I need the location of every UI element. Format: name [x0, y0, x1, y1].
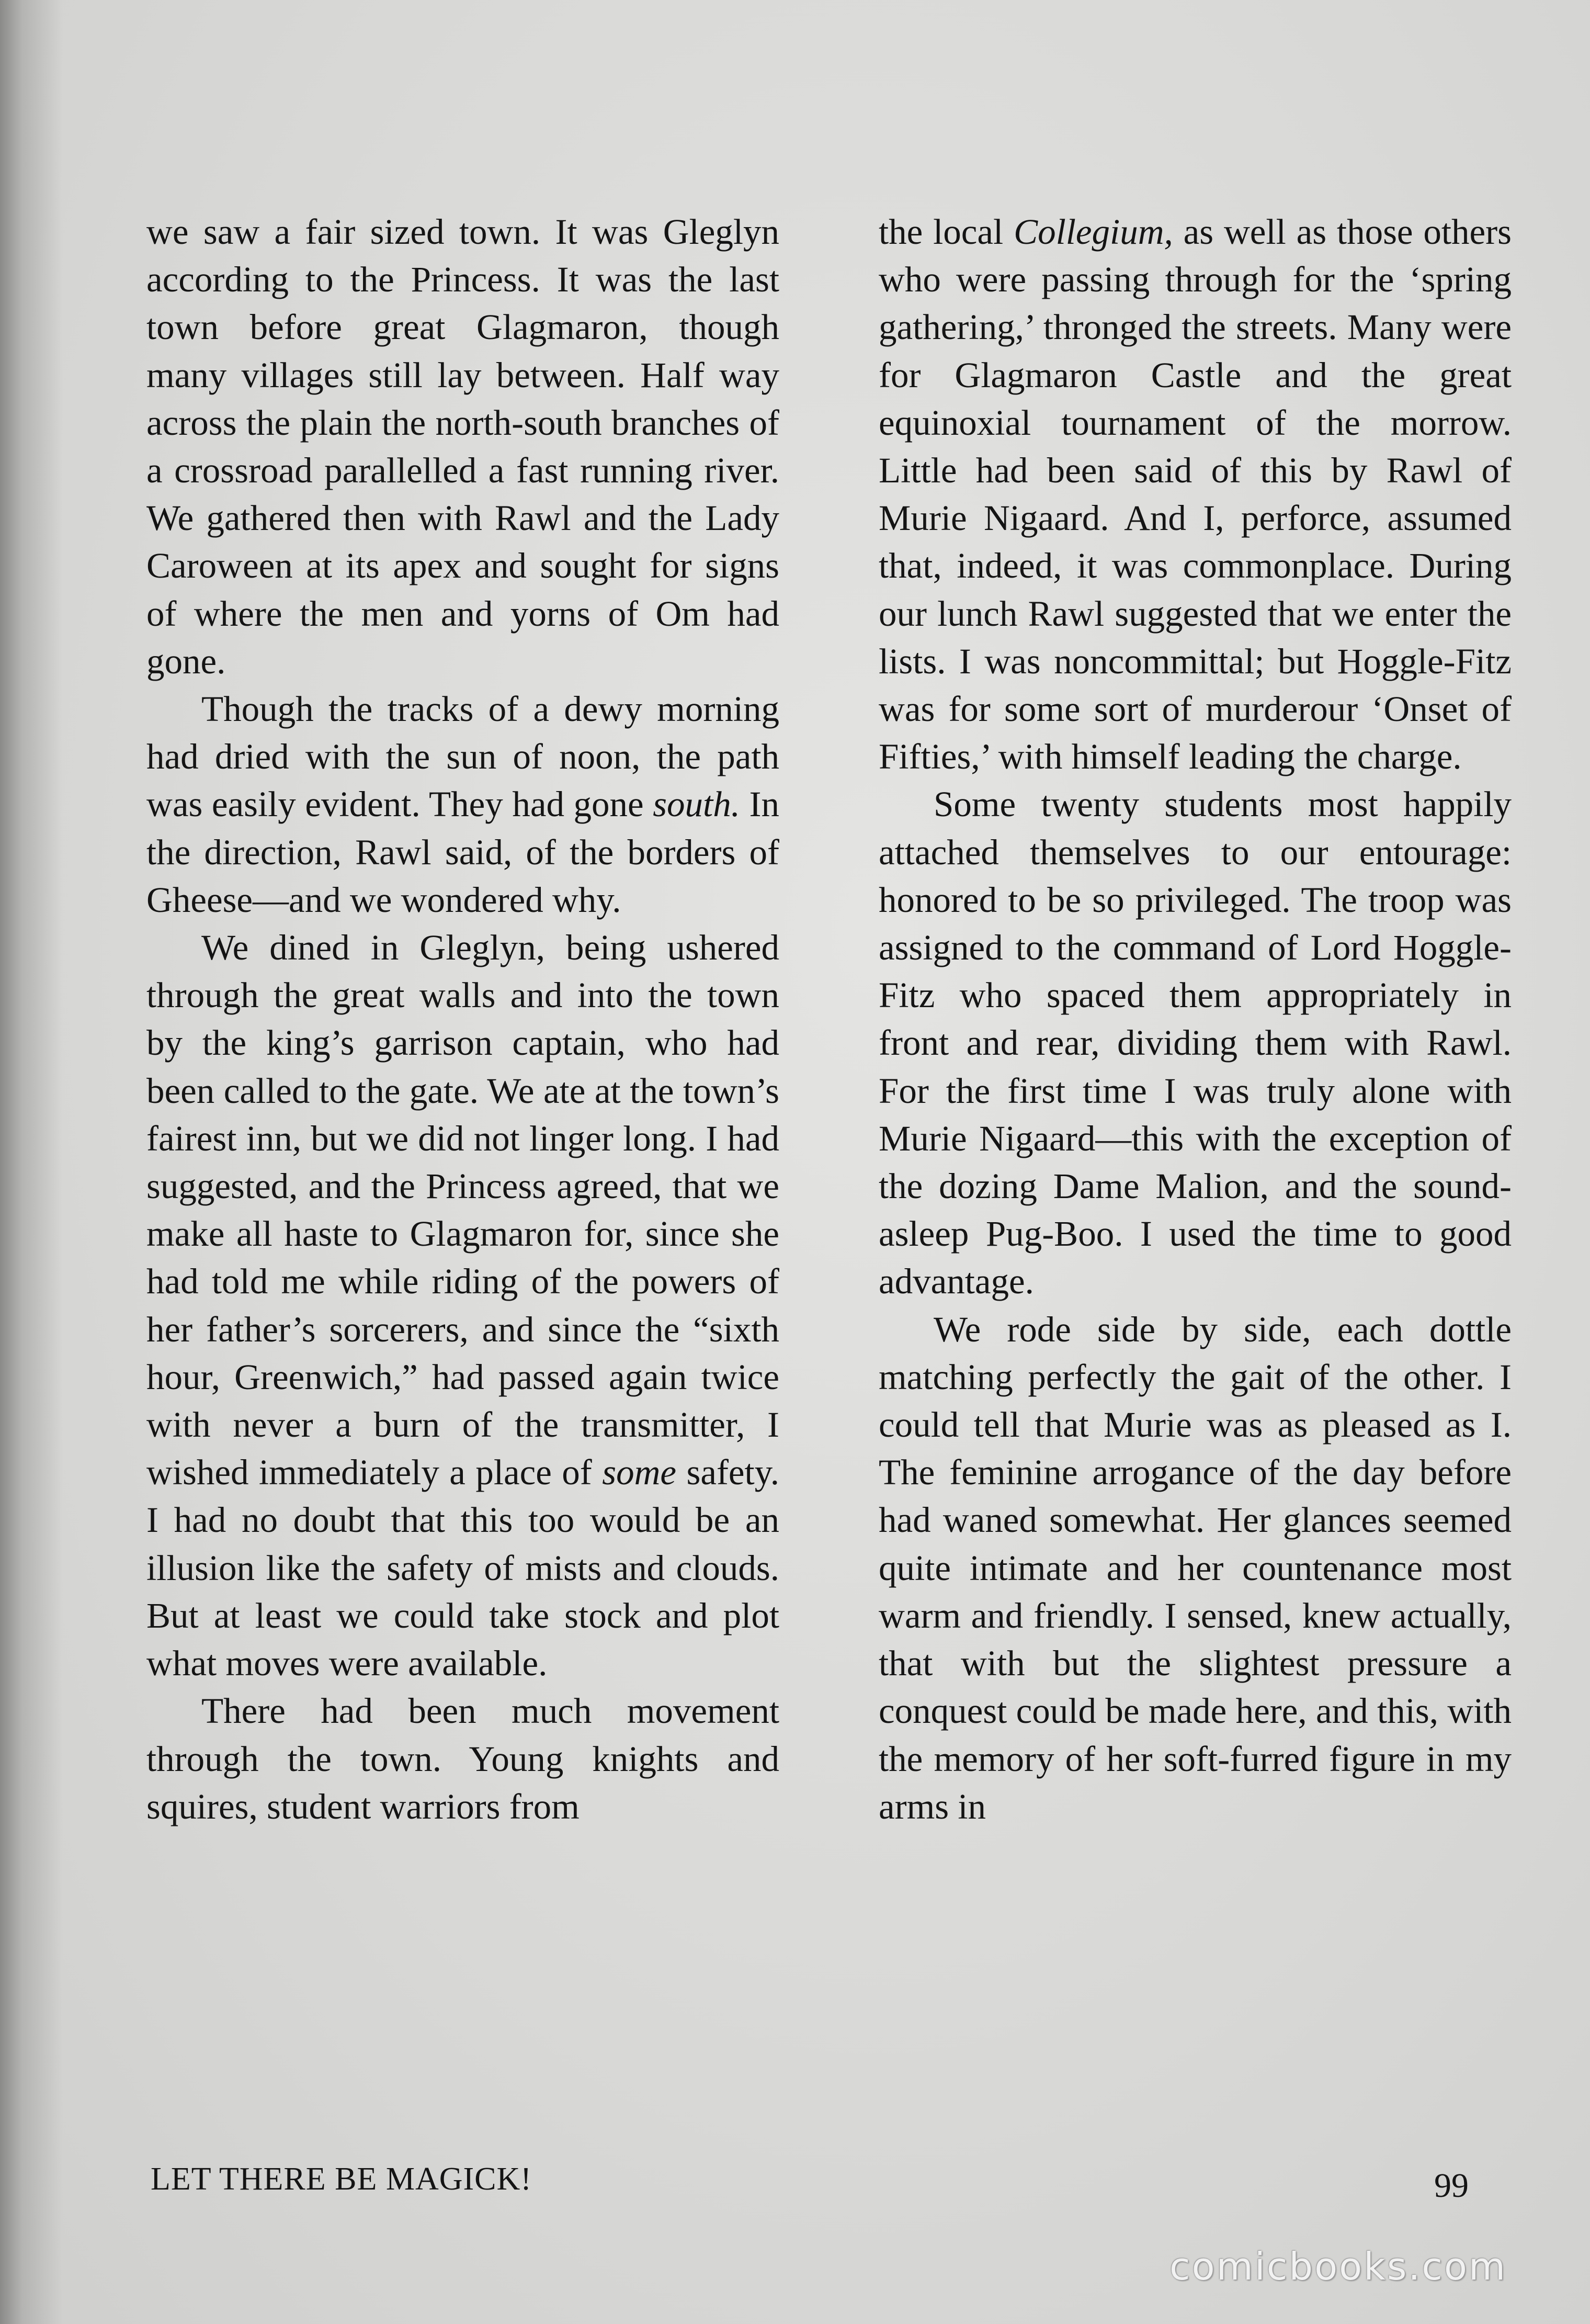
italic-text: some	[602, 1452, 677, 1493]
italic-text: south.	[653, 784, 740, 825]
paragraph: the local Collegium, as well as those others who were passing through for the ‘spring gathering,’ thronged the streets. Many were for Glagmaron Castle and the great equinoxial tournament of the morrow. Little had been said of this by Rawl of Murie Nigaard. And I, perforce, assumed that, indeed, it was commonplace. During our lunch Rawl suggested that we enter the lists. I was noncommittal; but Hoggle-Fitz was for some sort of murderour ‘Onset of Fifties,’ with himself leading the charge.	[879, 212, 1512, 777]
paragraph: Some twenty students most happily attached themselves to our entourage: honored to be so privileged. The troop was assigned to the command of Lord Hoggle-Fitz who spaced them appropriately in front and rear, dividing them with Rawl. For the first time I was truly alone with Murie Nigaard—this with the exception of the dozing Dame Malion, and the sound-asleep Pug-Boo. I used the time to good advantage.	[879, 784, 1512, 1302]
paragraph: There had been much movement through the town. Young knights and squires, student warriors from	[146, 1691, 779, 1826]
paragraph: we saw a fair sized town. It was Gleglyn according to the Princess. It was the last town before great Glagmaron, though many villages still lay between. Half way across the plain the north-south branches of a crossroad parallelled a fast running river. We gathered then with Rawl and the Lady Caroween at its apex and sought for signs of where the men and yorns of Om had gone.	[146, 212, 779, 681]
right-text-column	[879, 208, 1512, 1831]
spine-shadow	[0, 0, 63, 2324]
running-footer-title: LET THERE BE MAGICK!	[151, 2161, 532, 2197]
paragraph: We rode side by side, each dottle matching perfectly the gait of the other. I could tell that Murie was as pleased as I. The feminine arrogance of the day before had waned somewhat. Her glances seemed quite intimate and her countenance most warm and friendly. I sensed, knew actually, that with but the slightest pressure a conquest could be made here, and this, with the memory of her soft-furred figure in my arms in	[879, 1309, 1512, 1826]
paragraph: Though the tracks of a dewy morning had dried with the sun of noon, the path was easily evident. They had gone south. In the direction, Rawl said, of the borders of Gheese—and we wondered why.	[146, 689, 779, 920]
italic-text: Collegium,	[1014, 212, 1173, 252]
page-number: 99	[1434, 2167, 1469, 2205]
watermark: comicbooks.com	[1169, 2244, 1507, 2288]
left-text-column	[146, 208, 779, 1831]
paragraph: We dined in Gleglyn, being ushered through the great walls and into the town by the king’s garrison captain, who had been called to the gate. We ate at the town’s fairest inn, but we did not linger long. I had suggested, and the Princess agreed, that we make all haste to Glagmaron for, since she had told me while riding of the powers of her father’s sorcerers, and since the “sixth hour, Greenwich,” had passed again twice with never a burn of the transmitter, I wished immediately a place of some safety. I had no doubt that this too would be an illusion like the safety of mists and clouds. But at least we could take stock and plot what moves were available.	[146, 928, 779, 1684]
